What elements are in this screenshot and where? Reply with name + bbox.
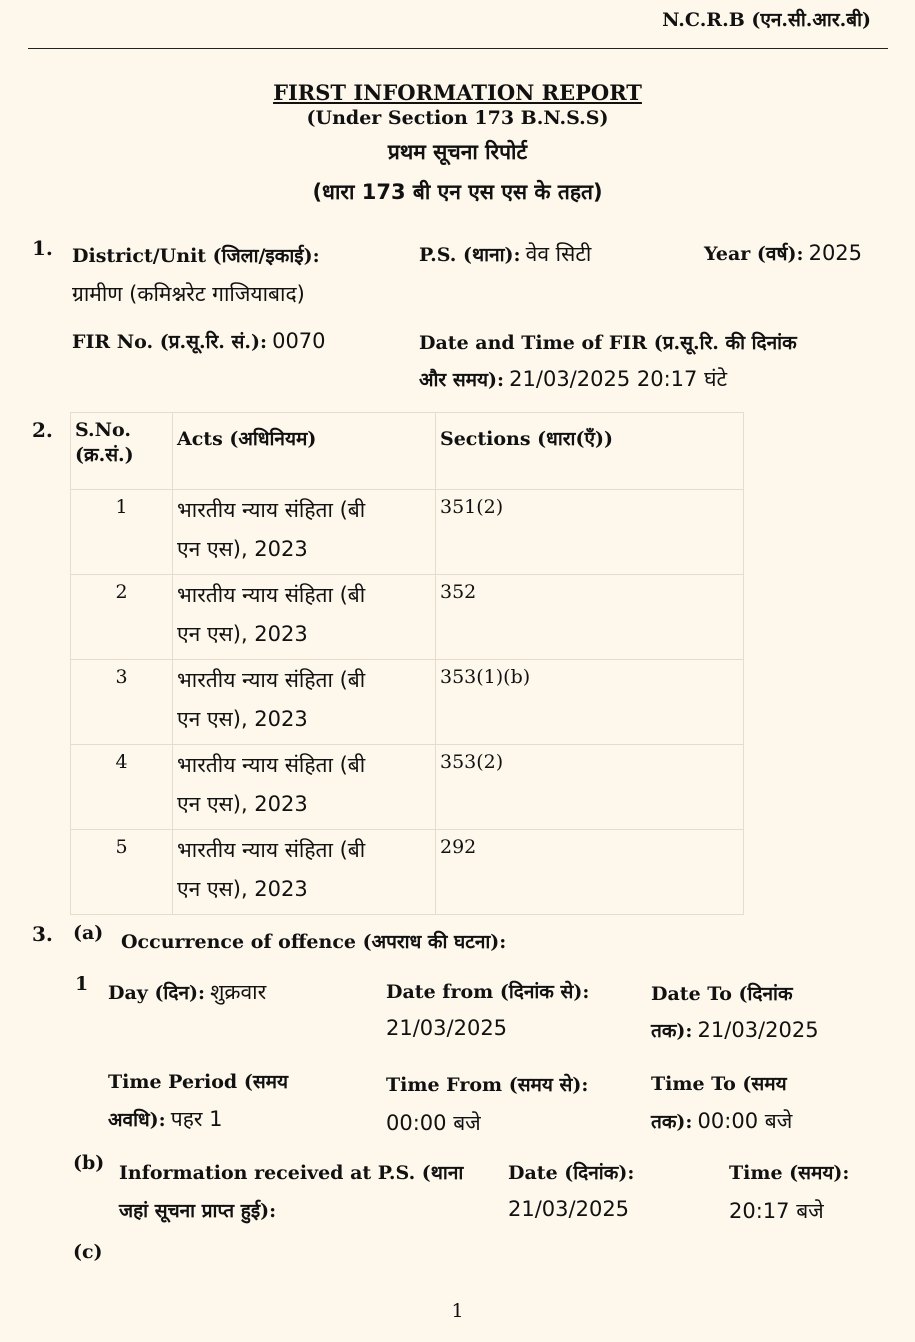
- fir-number-label: FIR No. (प्र.सू.रि. सं.):: [72, 331, 267, 353]
- occurrence-item-number: 1: [75, 973, 89, 995]
- act-cell: भारतीय न्याय संहिता (बी एन एस), 2023: [173, 490, 436, 575]
- sno-cell: 4: [71, 745, 173, 830]
- act-cell: भारतीय न्याय संहिता (बी एन एस), 2023: [173, 830, 436, 915]
- year-field: [704, 240, 862, 266]
- date-from-value: 21/03/2025: [386, 1016, 508, 1040]
- subsection-c-label: (c): [73, 1241, 103, 1263]
- sno-cell: 3: [71, 660, 173, 745]
- info-date-value: 21/03/2025: [508, 1197, 630, 1221]
- table-row: [71, 490, 744, 575]
- section-1-number: 1.: [32, 236, 53, 260]
- fir-datetime-field: [419, 365, 727, 393]
- year-value: 2025: [808, 241, 863, 265]
- report-subtitle: (Under Section 173 B.N.S.S): [306, 107, 609, 129]
- time-period-value: पहर 1: [170, 1107, 223, 1131]
- time-from-label: Time From (समय से):: [386, 1074, 589, 1096]
- act-cell: भारतीय न्याय संहिता (बी एन एस), 2023: [173, 575, 436, 660]
- fir-number-value: 0070: [272, 329, 326, 353]
- sno-cell: 5: [71, 830, 173, 915]
- info-received-label-2: जहां सूचना प्राप्त हुई):: [119, 1200, 277, 1222]
- report-subtitle-hindi: (धारा 173 बी एन एस एस के तहत): [312, 180, 603, 204]
- sno-cell: 1: [71, 490, 173, 575]
- subsection-b-label: (b): [73, 1152, 105, 1174]
- subsection-a-label: (a): [73, 922, 104, 944]
- acts-header: Acts (अधिनियम): [173, 413, 436, 490]
- report-title-hindi: प्रथम सूचना रिपोर्ट: [387, 140, 528, 164]
- occurrence-label: Occurrence of offence (अपराध की घटना):: [121, 931, 507, 953]
- table-row: [71, 660, 744, 745]
- time-period-field: [108, 1105, 223, 1133]
- act-cell: भारतीय न्याय संहिता (बी एन एस), 2023: [173, 745, 436, 830]
- time-from-value: 00:00 बजे: [386, 1111, 481, 1135]
- police-station-label: P.S. (थाना):: [419, 244, 521, 266]
- table-row: [71, 575, 744, 660]
- section-3-number: 3.: [32, 922, 53, 946]
- fir-number-field: [72, 328, 326, 354]
- year-label: Year (वर्ष):: [704, 243, 804, 265]
- section-cell: 352: [436, 575, 744, 660]
- ncrb-header: N.C.R.B (एन.सी.आर.बी): [662, 9, 871, 31]
- district-value: ग्रामीण (कमिश्नरेट गाजियाबाद): [72, 282, 305, 306]
- section-cell: 353(2): [436, 745, 744, 830]
- section-cell: 292: [436, 830, 744, 915]
- info-date-label: Date (दिनांक):: [508, 1162, 635, 1184]
- report-title: FIRST INFORMATION REPORT: [273, 80, 642, 105]
- time-period-label-2: अवधि):: [108, 1109, 166, 1131]
- date-to-label-2: तक):: [651, 1020, 693, 1042]
- date-to-label: Date To (दिनांक: [651, 983, 793, 1005]
- date-to-value: 21/03/2025: [697, 1018, 819, 1042]
- day-label: Day (दिन):: [108, 982, 205, 1004]
- page-number: 1: [451, 1300, 464, 1322]
- section-cell: 353(1)(b): [436, 660, 744, 745]
- sno-header: S.No. (क्र.सं.): [71, 413, 173, 490]
- time-period-label: Time Period (समय: [108, 1071, 289, 1093]
- header-divider: [28, 48, 888, 49]
- info-time-value: 20:17 बजे: [729, 1199, 824, 1223]
- day-field: [108, 978, 266, 1006]
- sno-cell: 2: [71, 575, 173, 660]
- fir-datetime-label: Date and Time of FIR (प्र.सू.रि. की दिनांक: [419, 332, 797, 354]
- info-received-label: Information received at P.S. (थाना: [119, 1162, 464, 1184]
- section-2-number: 2.: [32, 418, 53, 442]
- time-to-label-2: तक):: [651, 1111, 693, 1133]
- fir-datetime-label-2: और समय):: [419, 369, 505, 391]
- day-value: शुक्रवार: [210, 980, 267, 1004]
- acts-sections-table: [70, 412, 744, 915]
- table-header-row: [71, 413, 744, 490]
- table-row: [71, 745, 744, 830]
- act-cell: भारतीय न्याय संहिता (बी एन एस), 2023: [173, 660, 436, 745]
- time-to-label: Time To (समय: [651, 1073, 787, 1095]
- date-from-label: Date from (दिनांक से):: [386, 981, 590, 1003]
- police-station-field: [419, 240, 591, 268]
- date-to-field: [651, 1017, 819, 1043]
- time-to-value: 00:00 बजे: [697, 1109, 793, 1133]
- info-time-label: Time (समय):: [729, 1162, 850, 1184]
- table-row: [71, 830, 744, 915]
- district-label: District/Unit (जिला/इकाई):: [72, 245, 320, 267]
- sections-header: Sections (धारा(एँ)): [436, 413, 744, 490]
- time-to-field: [651, 1107, 792, 1135]
- section-cell: 351(2): [436, 490, 744, 575]
- police-station-value: वेव सिटी: [525, 242, 592, 266]
- fir-datetime-value: 21/03/2025 20:17 घंटे: [509, 367, 728, 391]
